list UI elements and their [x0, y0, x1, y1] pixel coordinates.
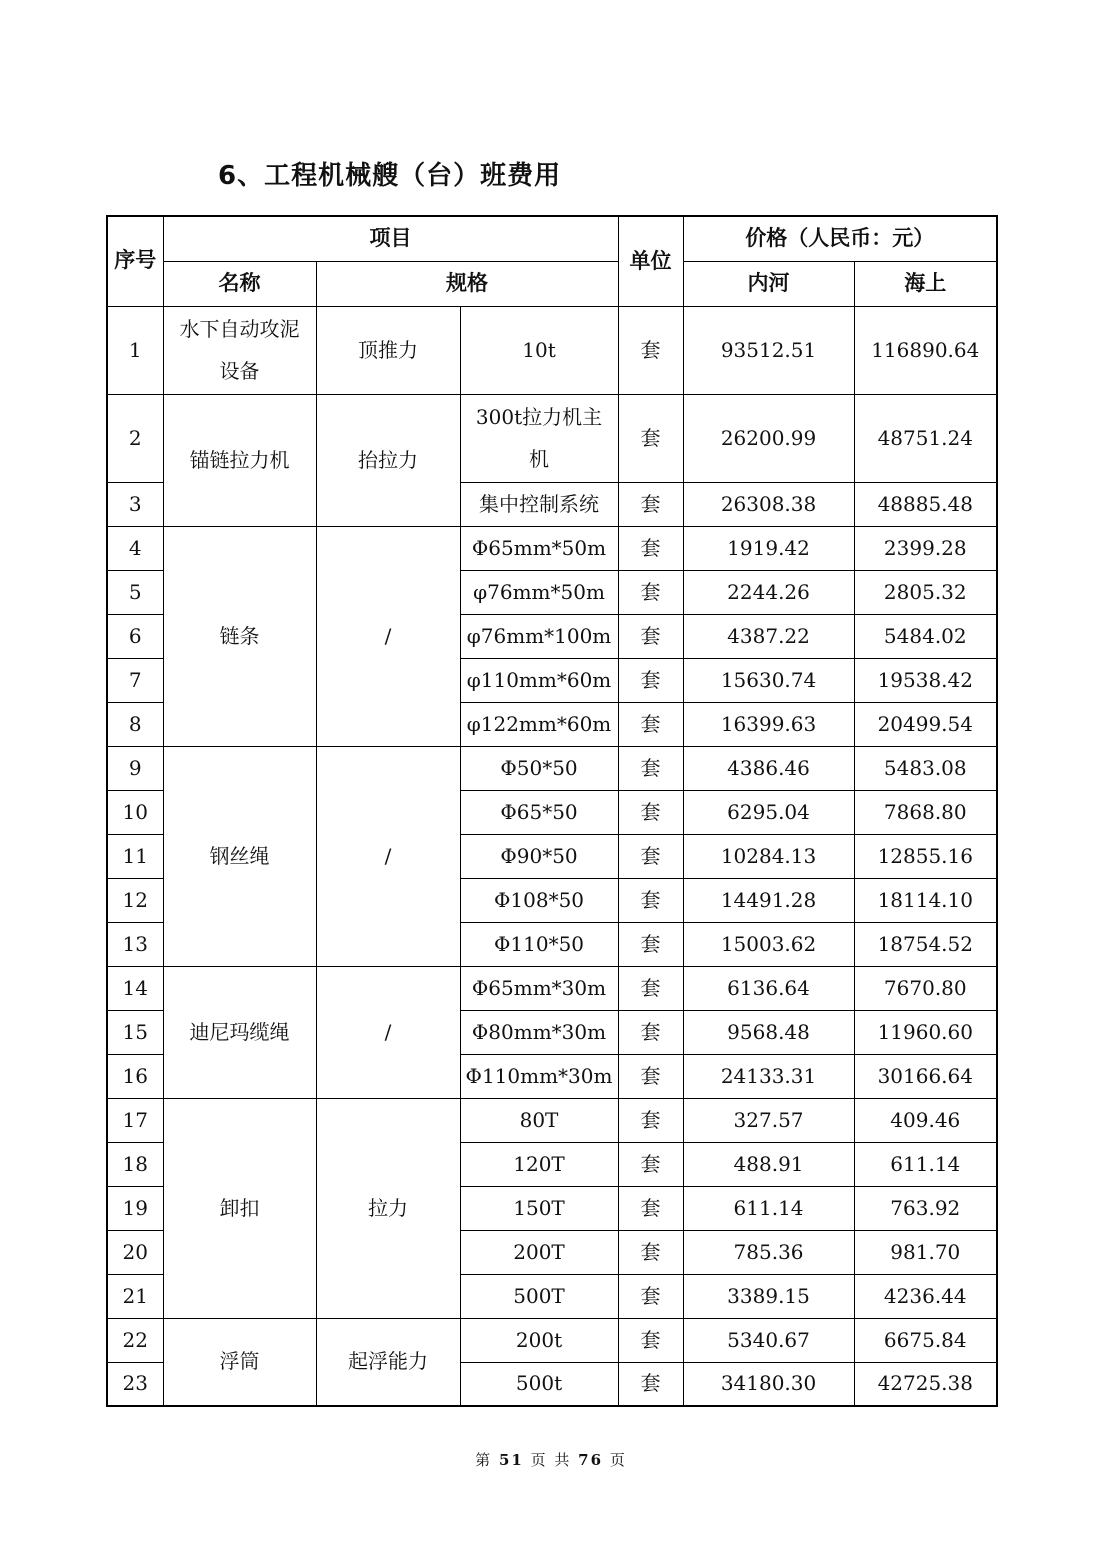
unit-cell: 套 [618, 1318, 683, 1362]
price-sea: 48885.48 [854, 482, 997, 526]
spec-value: Φ110*50 [460, 922, 618, 966]
price-sea: 18754.52 [854, 922, 997, 966]
unit-cell: 套 [618, 482, 683, 526]
unit-cell: 套 [618, 702, 683, 746]
unit-cell: 套 [618, 394, 683, 482]
spec-type: 起浮能力 [316, 1318, 460, 1406]
price-inland: 9568.48 [683, 1010, 854, 1054]
row-number: 9 [107, 746, 163, 790]
row-number: 22 [107, 1318, 163, 1362]
price-sea: 4236.44 [854, 1274, 997, 1318]
table-row [107, 746, 997, 790]
page-number: 51 [498, 1451, 524, 1469]
unit-cell: 套 [618, 834, 683, 878]
price-sea: 20499.54 [854, 702, 997, 746]
spec-value: φ76mm*50m [460, 570, 618, 614]
price-inland: 4386.46 [683, 746, 854, 790]
price-sea: 48751.24 [854, 394, 997, 482]
spec-type: 抬拉力 [316, 394, 460, 526]
spec-value: Φ110mm*30m [460, 1054, 618, 1098]
row-number: 12 [107, 878, 163, 922]
price-inland: 10284.13 [683, 834, 854, 878]
price-table [106, 215, 998, 1407]
unit-cell: 套 [618, 1274, 683, 1318]
price-inland: 93512.51 [683, 306, 854, 394]
price-inland: 4387.22 [683, 614, 854, 658]
row-number: 17 [107, 1098, 163, 1142]
unit-cell: 套 [618, 1186, 683, 1230]
spec-type: 拉力 [316, 1098, 460, 1318]
unit-cell: 套 [618, 1054, 683, 1098]
unit-cell: 套 [618, 570, 683, 614]
row-number: 23 [107, 1362, 163, 1406]
price-inland: 611.14 [683, 1186, 854, 1230]
table-row [107, 1318, 997, 1362]
price-inland: 15630.74 [683, 658, 854, 702]
row-number: 14 [107, 966, 163, 1010]
table-row [107, 306, 997, 394]
price-sea: 6675.84 [854, 1318, 997, 1362]
price-inland: 1919.42 [683, 526, 854, 570]
row-number: 16 [107, 1054, 163, 1098]
unit-cell: 套 [618, 526, 683, 570]
table-row [107, 1098, 997, 1142]
header-inland: 内河 [683, 261, 854, 306]
unit-cell: 套 [618, 1010, 683, 1054]
price-inland: 785.36 [683, 1230, 854, 1274]
price-sea: 42725.38 [854, 1362, 997, 1406]
price-sea: 11960.60 [854, 1010, 997, 1054]
unit-cell: 套 [618, 658, 683, 702]
row-number: 2 [107, 394, 163, 482]
table-body [107, 306, 997, 1406]
unit-cell: 套 [618, 1098, 683, 1142]
price-inland: 26308.38 [683, 482, 854, 526]
header-sea: 海上 [854, 261, 997, 306]
price-sea: 30166.64 [854, 1054, 997, 1098]
row-number: 19 [107, 1186, 163, 1230]
spec-type: / [316, 526, 460, 746]
unit-cell: 套 [618, 790, 683, 834]
spec-value: Φ65mm*30m [460, 966, 618, 1010]
header-spec: 规格 [316, 261, 618, 306]
header-seq: 序号 [107, 216, 163, 306]
header-unit: 单位 [618, 216, 683, 306]
price-sea: 7868.80 [854, 790, 997, 834]
price-inland: 14491.28 [683, 878, 854, 922]
header-name: 名称 [163, 261, 316, 306]
price-inland: 3389.15 [683, 1274, 854, 1318]
price-sea: 19538.42 [854, 658, 997, 702]
item-name: 水下自动攻泥设备 [163, 306, 316, 394]
price-sea: 12855.16 [854, 834, 997, 878]
price-inland: 34180.30 [683, 1362, 854, 1406]
price-inland: 327.57 [683, 1098, 854, 1142]
spec-value: 300t拉力机主机 [460, 394, 618, 482]
unit-cell: 套 [618, 1142, 683, 1186]
price-sea: 2805.32 [854, 570, 997, 614]
table-row [107, 394, 997, 482]
spec-value: 80T [460, 1098, 618, 1142]
unit-cell: 套 [618, 966, 683, 1010]
spec-value: Φ65mm*50m [460, 526, 618, 570]
row-number: 15 [107, 1010, 163, 1054]
price-inland: 26200.99 [683, 394, 854, 482]
header-price: 价格（人民币：元） [683, 216, 997, 261]
row-number: 1 [107, 306, 163, 394]
price-inland: 16399.63 [683, 702, 854, 746]
row-number: 21 [107, 1274, 163, 1318]
price-sea: 5483.08 [854, 746, 997, 790]
item-name: 卸扣 [163, 1098, 316, 1318]
spec-value: Φ80mm*30m [460, 1010, 618, 1054]
price-sea: 409.46 [854, 1098, 997, 1142]
price-inland: 15003.62 [683, 922, 854, 966]
row-number: 4 [107, 526, 163, 570]
unit-cell: 套 [618, 614, 683, 658]
spec-value: 500t [460, 1362, 618, 1406]
price-sea: 763.92 [854, 1186, 997, 1230]
price-sea: 611.14 [854, 1142, 997, 1186]
item-name: 迪尼玛缆绳 [163, 966, 316, 1098]
spec-type: / [316, 746, 460, 966]
spec-value: Φ50*50 [460, 746, 618, 790]
unit-cell: 套 [618, 306, 683, 394]
row-number: 3 [107, 482, 163, 526]
price-sea: 116890.64 [854, 306, 997, 394]
row-number: 10 [107, 790, 163, 834]
unit-cell: 套 [618, 878, 683, 922]
spec-value: φ110mm*60m [460, 658, 618, 702]
unit-cell: 套 [618, 746, 683, 790]
spec-value: 150T [460, 1186, 618, 1230]
footer-middle: 页 共 [530, 1451, 572, 1469]
price-sea: 2399.28 [854, 526, 997, 570]
price-inland: 5340.67 [683, 1318, 854, 1362]
row-number: 6 [107, 614, 163, 658]
item-name: 钢丝绳 [163, 746, 316, 966]
page-footer [0, 1449, 1102, 1470]
price-sea: 7670.80 [854, 966, 997, 1010]
row-number: 7 [107, 658, 163, 702]
spec-value: 500T [460, 1274, 618, 1318]
price-sea: 981.70 [854, 1230, 997, 1274]
price-sea: 5484.02 [854, 614, 997, 658]
spec-value: 120T [460, 1142, 618, 1186]
spec-type: / [316, 966, 460, 1098]
spec-value: φ76mm*100m [460, 614, 618, 658]
spec-value: Φ108*50 [460, 878, 618, 922]
spec-type: 顶推力 [316, 306, 460, 394]
table-row [107, 966, 997, 1010]
unit-cell: 套 [618, 1362, 683, 1406]
price-inland: 488.91 [683, 1142, 854, 1186]
price-inland: 2244.26 [683, 570, 854, 614]
item-name: 锚链拉力机 [163, 394, 316, 526]
price-inland: 6295.04 [683, 790, 854, 834]
footer-suffix: 页 [609, 1451, 627, 1469]
unit-cell: 套 [618, 922, 683, 966]
item-name: 链条 [163, 526, 316, 746]
spec-value: 200T [460, 1230, 618, 1274]
item-name: 浮筒 [163, 1318, 316, 1406]
spec-value: 200t [460, 1318, 618, 1362]
page-title: 6、工程机械艘（台）班费用 [218, 161, 562, 191]
table-row [107, 526, 997, 570]
row-number: 8 [107, 702, 163, 746]
spec-value: Φ90*50 [460, 834, 618, 878]
row-number: 5 [107, 570, 163, 614]
header-item: 项目 [163, 216, 618, 261]
unit-cell: 套 [618, 1230, 683, 1274]
spec-value: Φ65*50 [460, 790, 618, 834]
price-inland: 24133.31 [683, 1054, 854, 1098]
total-pages: 76 [578, 1451, 604, 1469]
row-number: 13 [107, 922, 163, 966]
price-inland: 6136.64 [683, 966, 854, 1010]
price-sea: 18114.10 [854, 878, 997, 922]
spec-value: 集中控制系统 [460, 482, 618, 526]
spec-value: 10t [460, 306, 618, 394]
row-number: 20 [107, 1230, 163, 1274]
spec-value: φ122mm*60m [460, 702, 618, 746]
footer-prefix: 第 [475, 1451, 493, 1469]
row-number: 11 [107, 834, 163, 878]
row-number: 18 [107, 1142, 163, 1186]
